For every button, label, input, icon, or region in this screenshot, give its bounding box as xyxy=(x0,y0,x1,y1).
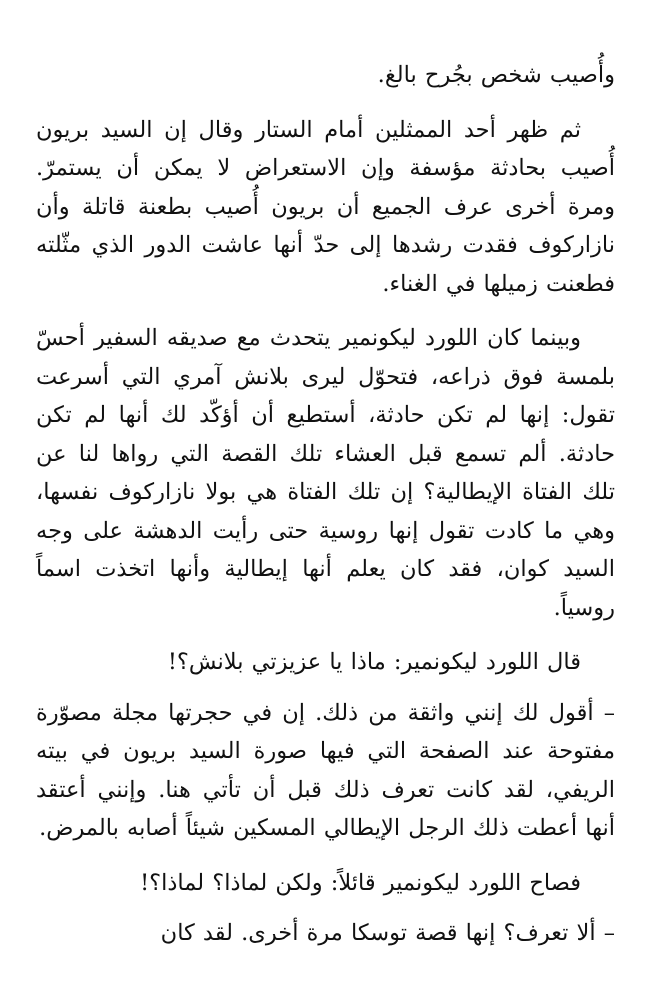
paragraph-3: وبينما كان اللورد ليكونمير يتحدث مع صديقه السفير أحسّ بلمسة فوق ذراعه، فتحوّل ليرى بلانش آمري التي أسرعت تقول: إنها لم تكن حادثة، أستطيع أن أؤكّد لك أنها لم تكن حادثة. ألم تسمع قبل العشاء تلك القصة التي رواها لنا عن تلك الفتاة الإيطالية؟ إن تلك الفتاة هي بولا نازاركوف نفسها، وهي ما كادت تقول إنها روسية حتى رأيت الدهشة على وجه السيد كوان، فقد كان يعلم أنها إيطالية وأنها اتخذت اسماً روسياً. xyxy=(36,325,615,621)
paragraph-2: ثم ظهر أحد الممثلين أمام الستار وقال إن السيد بريون أُصيب بحادثة مؤسفة وإن الاستعراض لا يمكن أن يستمرّ. ومرة أخرى عرف الجميع أن بريون أُصيب بطعنة قاتلة وأن نازاركوف فقدت رشدها إلى حدّ أنها عاشت الدور الذي مثّلته فطعنت زميلها في الغناء. xyxy=(36,116,615,297)
paragraph-6: فصاح اللورد ليكونمير قائلاً: ولكن لماذا؟ لماذا؟! xyxy=(140,869,581,896)
paragraph-7: – ألا تعرف؟ إنها قصة توسكا مرة أخرى. لقد كان xyxy=(160,920,615,946)
paragraph-5: – أقول لك إنني واثقة من ذلك. إن في حجرتها مجلة مصوّرة مفتوحة عند الصفحة التي فيها صورة السيد بريون في بيته الريفي، لقد كانت تعرف ذلك قبل أن تأتي هنا. وإنني أعتقد أنها أعطت ذلك الرجل الإيطالي المسكين شيئاً أصابه بالمرض. xyxy=(36,699,615,841)
paragraph-4: قال اللورد ليكونمير: ماذا يا عزيزتي بلانش؟! xyxy=(167,649,581,675)
paragraph-1: وأُصيب شخص بجُرح بالغ. xyxy=(377,62,615,88)
